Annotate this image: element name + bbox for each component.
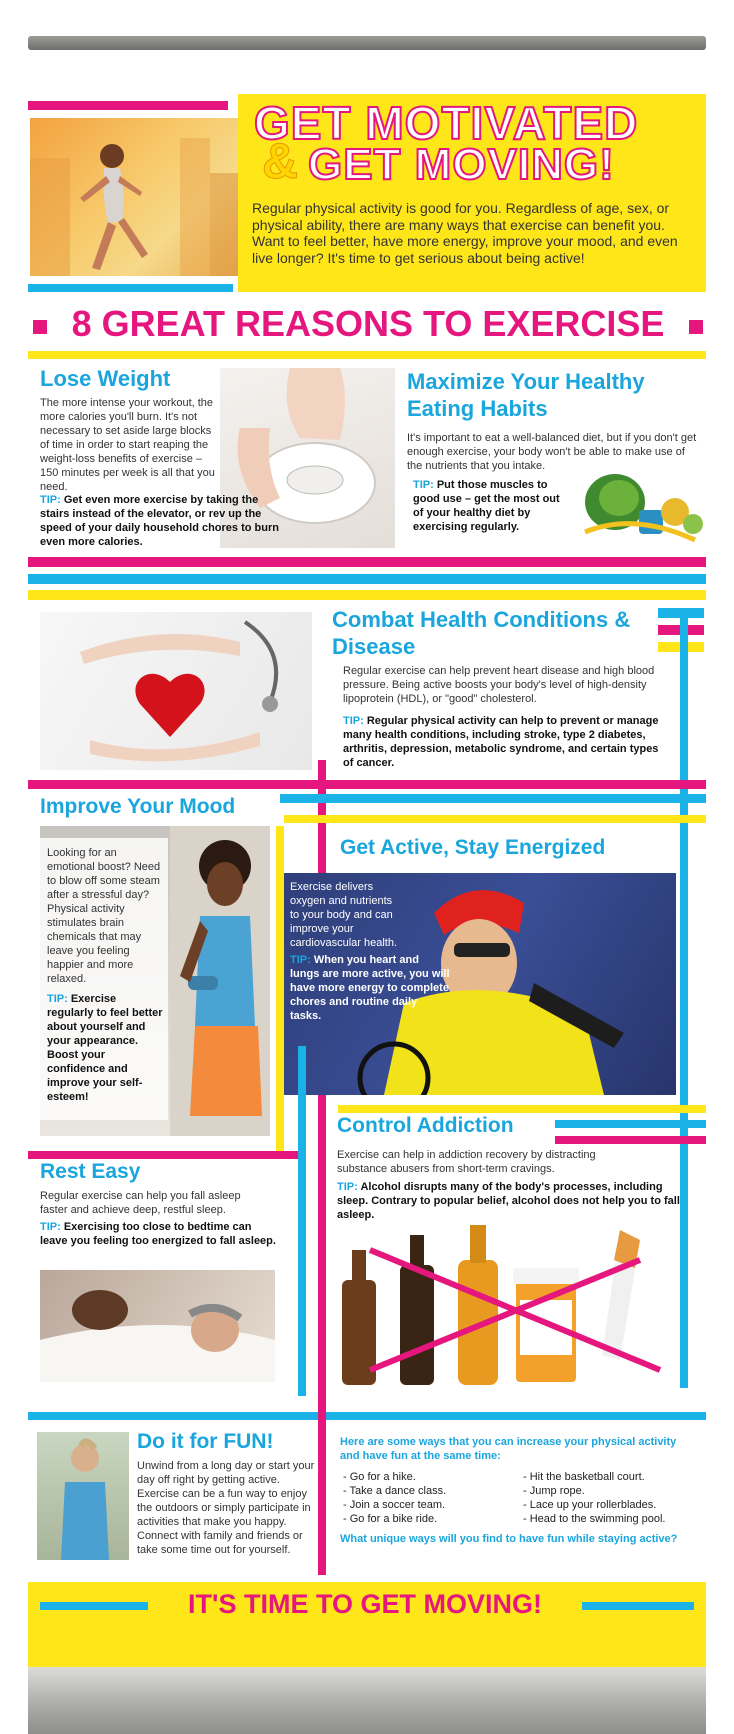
left-pink-tick	[28, 1151, 298, 1159]
left-blue-vertical	[298, 1046, 306, 1396]
rest-tip	[40, 1220, 278, 1248]
lose-weight-body: The more intense your workout, the more calories you'll burn. It's not necessary to set aside large blocks of time in order to start reaping the weight-loss benefits of exercise – 150 minutes per week is all that you need.	[40, 397, 215, 493]
tip-label: TIP:	[40, 1221, 61, 1233]
divider-yellow-3	[338, 1105, 706, 1113]
energized-body: Exercise delivers oxygen and nutrients to your body and can improve your cardiovascular health.	[290, 881, 398, 949]
activity-item: - Take a dance class.	[343, 1484, 513, 1498]
bottles-pills-cigarette-photo	[330, 1220, 675, 1390]
eating-tip	[413, 478, 563, 534]
fun-pink-vertical	[318, 1412, 326, 1570]
stand-top-rail	[28, 36, 706, 50]
mood-heading: Improve Your Mood	[40, 795, 236, 818]
mood-yellow-vertical	[276, 826, 284, 1156]
tip-label: TIP:	[290, 954, 311, 966]
combat-heading: Combat Health Conditions & Disease	[332, 607, 631, 659]
eating-heading: Maximize Your Healthy Eating Habits	[407, 369, 645, 421]
divider-blue-1	[28, 574, 706, 584]
jogging-woman-photo	[37, 1432, 129, 1560]
activity-item: - Go for a bike ride.	[343, 1512, 513, 1526]
addiction-tip-text: Alcohol disrupts many of the body's processes, including sleep. Contrary to popular belief, alcohol does not help you to fall asleep.	[337, 1181, 680, 1221]
eating-tip-text: Put those muscles to good use – get the most out of your healthy diet by exercising regularly.	[413, 479, 560, 533]
activities-intro: Here are some ways that you can increase your physical activity and have fun at the same time:	[340, 1436, 677, 1462]
energized-tip-text: When you heart and lungs are more active, you will have more energy to complete chores and routine daily tasks.	[290, 954, 450, 1022]
addiction-heading: Control Addiction	[337, 1114, 514, 1137]
header-pink-stripe	[28, 101, 228, 110]
header-panel	[238, 94, 706, 292]
banner-yellow-stripe	[28, 351, 706, 359]
divider-blue-4	[28, 1412, 706, 1420]
tip-label: TIP:	[47, 993, 68, 1005]
activity-item: - Join a soccer team.	[343, 1498, 513, 1512]
activity-item: - Jump rope.	[523, 1484, 703, 1498]
divider-blue-2	[280, 794, 706, 803]
header-title-line1: GET MOTIVATED	[254, 97, 639, 149]
fun-heading: Do it for FUN!	[137, 1430, 274, 1453]
header-blue-stripe	[28, 284, 233, 292]
fun-body: Unwind from a long day or start your day off right by getting active. Exercise can be a fun way to enjoy the outdoors or simply participate in activities that make you happy. Connect with family and friends or take some time out for yourself.	[137, 1460, 315, 1556]
energized-tip	[290, 953, 450, 1023]
footer-title: IT'S TIME TO GET MOVING!	[188, 1589, 542, 1619]
footer-blue-right	[582, 1602, 694, 1610]
combat-tip	[343, 714, 668, 770]
activity-item: - Hit the basketball court.	[523, 1470, 703, 1484]
activities-list-right	[523, 1470, 703, 1526]
lose-weight-tip	[40, 493, 285, 549]
mood-tip	[47, 992, 165, 1104]
header-intro: Regular physical activity is good for you. Regardless of age, sex, or physical ability, there are many ways that exercise can benefit you. Want to feel better, have more energy, improve your mood, and even live longer? It's time to get serious about being active!	[252, 200, 678, 266]
tip-label: TIP:	[40, 494, 61, 506]
lose-weight-heading: Lose Weight	[40, 366, 171, 391]
banner-left-tick	[33, 320, 47, 334]
runner-photo	[30, 118, 238, 276]
activity-item: - Lace up your rollerblades.	[523, 1498, 703, 1512]
activities-question: What unique ways will you find to have fun while staying active?	[340, 1533, 678, 1545]
addiction-body: Exercise can help in addiction recovery by distracting substance abusers from short-term cravings.	[337, 1149, 596, 1175]
header-ampersand: &	[262, 133, 299, 189]
divider-pink-3	[555, 1136, 706, 1144]
banner-right-tick	[689, 320, 703, 334]
rest-heading: Rest Easy	[40, 1160, 141, 1183]
divider-blue-3	[555, 1120, 706, 1128]
addiction-tip	[337, 1180, 682, 1222]
lose-weight-tip-text: Get even more exercise by taking the stairs instead of the elevator, or rev up the speed of your daily household chores to burn even more calories.	[40, 494, 279, 548]
divider-yellow-2	[284, 815, 706, 823]
divider-pink-1	[28, 557, 706, 567]
combat-tip-text: Regular physical activity can help to prevent or manage many health conditions, including stroke, type 2 diabetes, arthritis, depression, metabolic syndrome, and certain types of cancer.	[343, 715, 659, 769]
mood-tip-text: Exercise regularly to feel better about yourself and your appearance. Boost your confidence and improve your self-esteem!	[47, 993, 163, 1103]
eating-body: It's important to eat a well-balanced diet, but if you don't get enough exercise, your body won't be able to make use of the nutrients that you intake.	[407, 432, 697, 472]
stand-base	[28, 1667, 706, 1734]
activities-list-left	[343, 1470, 513, 1526]
sleeping-couple-photo	[40, 1270, 275, 1382]
divider-yellow-1	[28, 590, 706, 600]
rest-body: Regular exercise can help you fall asleep faster and achieve deep, restful sleep.	[40, 1190, 241, 1216]
energized-heading: Get Active, Stay Energized	[340, 836, 606, 859]
activity-item: - Go for a hike.	[343, 1470, 513, 1484]
healthy-food-photo	[575, 462, 703, 548]
divider-pink-2	[28, 780, 706, 789]
heart-hands-photo	[40, 612, 312, 770]
right-vertical-blue	[680, 608, 688, 1388]
mood-body: Looking for an emotional boost? Need to blow off some steam after a stressful day? Physical activity stimulates brain chemicals that may leave you feeling happier and more relaxed.	[47, 847, 161, 985]
tip-label: TIP:	[413, 479, 434, 491]
rest-tip-text: Exercising too close to bedtime can leave you feeling too energized to fall asleep.	[40, 1221, 276, 1247]
banner-title: 8 GREAT REASONS TO EXERCISE	[71, 303, 665, 344]
tip-label: TIP:	[343, 715, 364, 727]
footer-blue-left	[40, 1602, 148, 1610]
combat-body: Regular exercise can help prevent heart disease and high blood pressure. Being active boosts your body's level of high-density lipoprotein (HDL), or "good" cholesterol.	[343, 665, 655, 705]
tip-label: TIP:	[337, 1181, 358, 1193]
activity-item: - Head to the swimming pool.	[523, 1512, 703, 1526]
header-title-line2: GET MOVING!	[308, 140, 615, 189]
